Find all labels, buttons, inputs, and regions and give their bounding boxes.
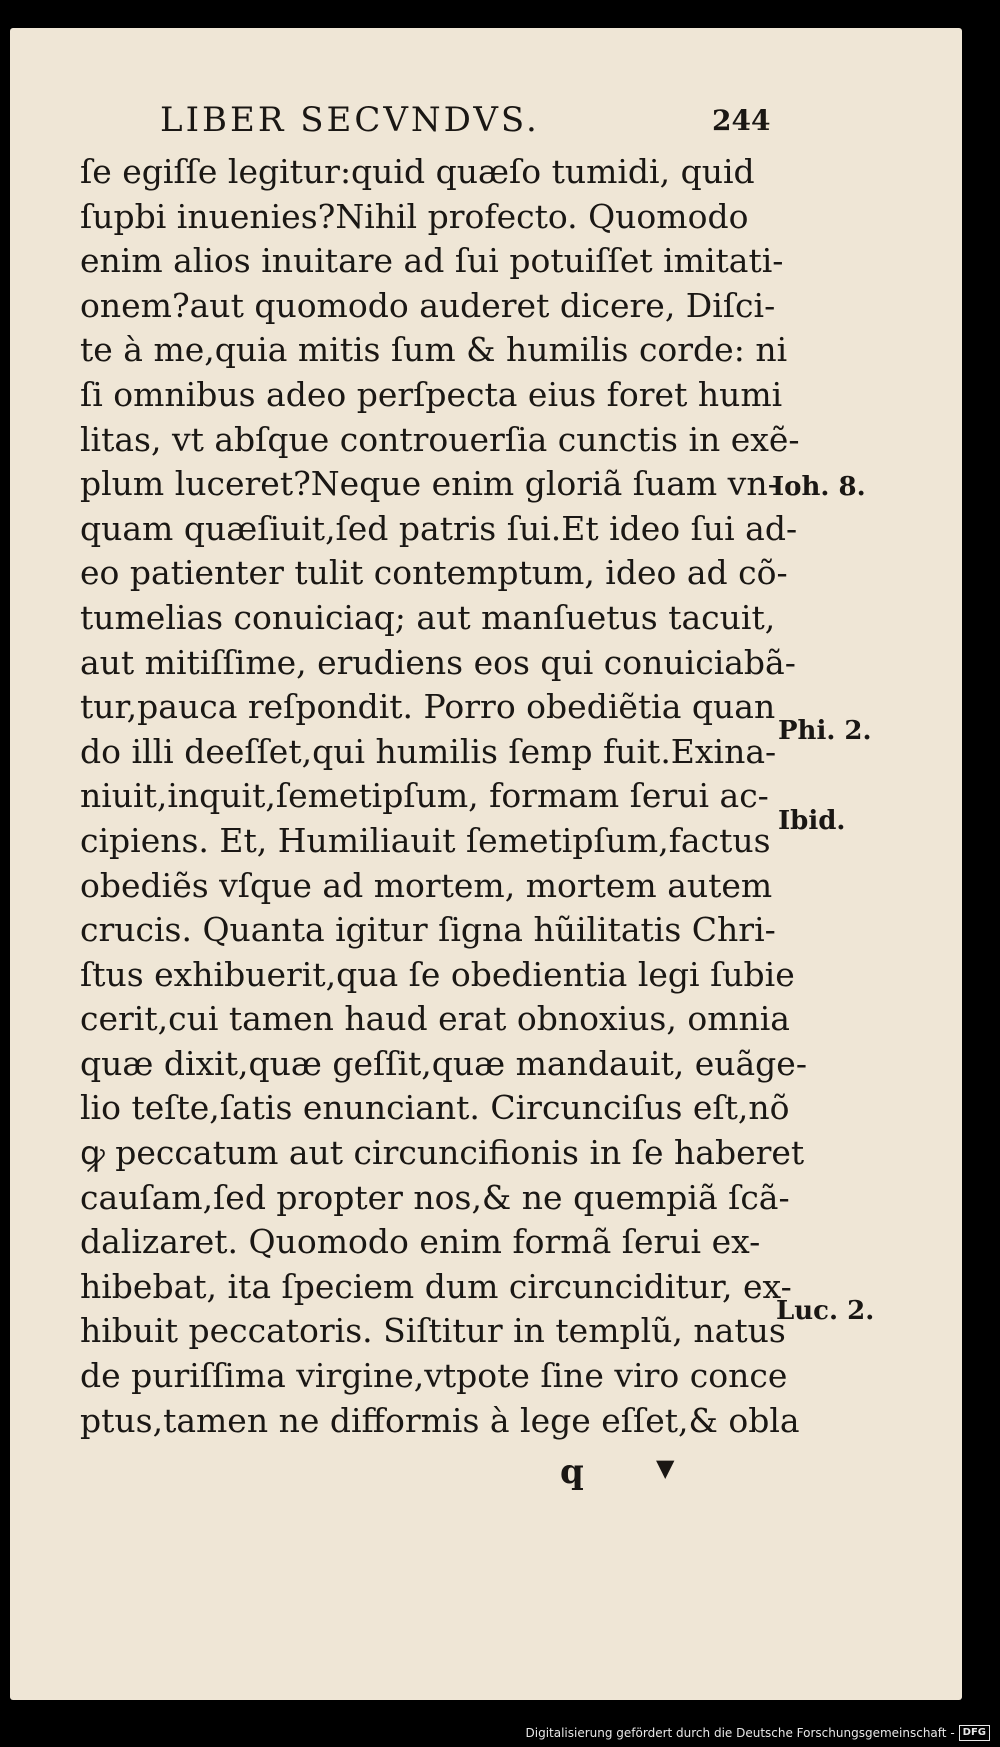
margin-note-john: Ioh. 8.: [772, 472, 866, 502]
text-line: niuit,inquit,ſemetipſum, formam ſerui ac-: [80, 776, 769, 816]
running-header: LIBER SECVNDVS.: [160, 100, 540, 140]
text-line: cauſam,ſed propter nos,& ne quempiã ſcã-: [80, 1177, 790, 1217]
text-line: litas, vt abſque controuerſia cunctis in exẽ-: [80, 419, 800, 459]
text-line: te à me,quia mitis ſum & humilis corde: ni: [80, 330, 788, 370]
text-line: ſi omnibus adeo perſpecta eius foret humi: [80, 374, 783, 414]
text-line: crucis. Quanta igitur ſigna hũilitatis Chri-: [80, 910, 776, 950]
folio-number: 244: [712, 104, 771, 137]
text-line: obediẽs vſque ad mortem, mortem autem: [80, 865, 773, 905]
text-line: onem?aut quomodo auderet dicere, Diſci-: [80, 285, 776, 325]
text-line: plum luceret?Neque enim gloriã ſuam vn-: [80, 464, 779, 504]
text-line: lio teſte,ſatis enunciant. Circunciſus eſt,nõ: [80, 1088, 790, 1128]
text-line: cerit,cui tamen haud erat obnoxius, omnia: [80, 999, 790, 1039]
text-line: enim alios inuitare ad ſui potuiſſet imitati-: [80, 241, 784, 281]
text-line: ſe egiſſe legitur:quid quæſo tumidi, quid: [80, 152, 755, 191]
text-line: eo patienter tulit contemptum, ideo ad cõ-: [80, 553, 788, 593]
body-text: [80, 150, 807, 1443]
footer-text: Digitalisierung gefördert durch die Deutsche Forschungsgemeinschaft -: [525, 1726, 955, 1740]
text-line: ꝙ peccatum aut circuncifionis in ſe haberet: [80, 1133, 805, 1173]
margin-note-ibid: Ibid.: [778, 806, 846, 836]
text-line: hibuit peccatoris. Siſtitur in templũ, natus: [80, 1311, 786, 1351]
margin-note-philippians: Phi. 2.: [778, 716, 872, 746]
text-line: tur,pauca reſpondit. Porro obediẽtia quan: [80, 687, 776, 727]
text-line: ſupbi inuenies?Nihil profecto. Quomodo: [80, 196, 749, 236]
signature-mark: q: [560, 1452, 584, 1492]
text-line: ſtus exhibuerit,qua ſe obedientia legi ſubie: [80, 954, 795, 994]
text-line: tumelias conuiciaq; aut manſuetus tacuit,: [80, 597, 776, 637]
text-line: quam quæſiuit,ſed patris ſui.Et ideo ſui ad-: [80, 508, 798, 548]
text-line: de puriſſima virgine,vtpote ſine viro conce: [80, 1356, 788, 1396]
text-line: do illi deeſſet,qui humilis ſemp fuit.Exina-: [80, 731, 777, 771]
text-line: dalizaret. Quomodo enim formã ſerui ex-: [80, 1222, 761, 1262]
text-line: aut mitiſſime, erudiens eos qui conuiciabã-: [80, 642, 796, 682]
text-line: quæ dixit,quæ geſſit,quæ mandauit, euãge-: [80, 1043, 807, 1083]
text-line: hibebat, ita ſpeciem dum circunciditur, ex-: [80, 1266, 792, 1306]
digitization-footer: [526, 1725, 991, 1741]
text-line: ptus,tamen ne difformis à lege eſſet,& obla: [80, 1400, 800, 1440]
margin-note-luke: Luc. 2.: [776, 1296, 875, 1326]
dfg-logo: DFG: [959, 1725, 990, 1741]
catchword: ▼: [656, 1454, 675, 1482]
text-line: cipiens. Et, Humiliauit ſemetipſum,factus: [80, 820, 771, 860]
